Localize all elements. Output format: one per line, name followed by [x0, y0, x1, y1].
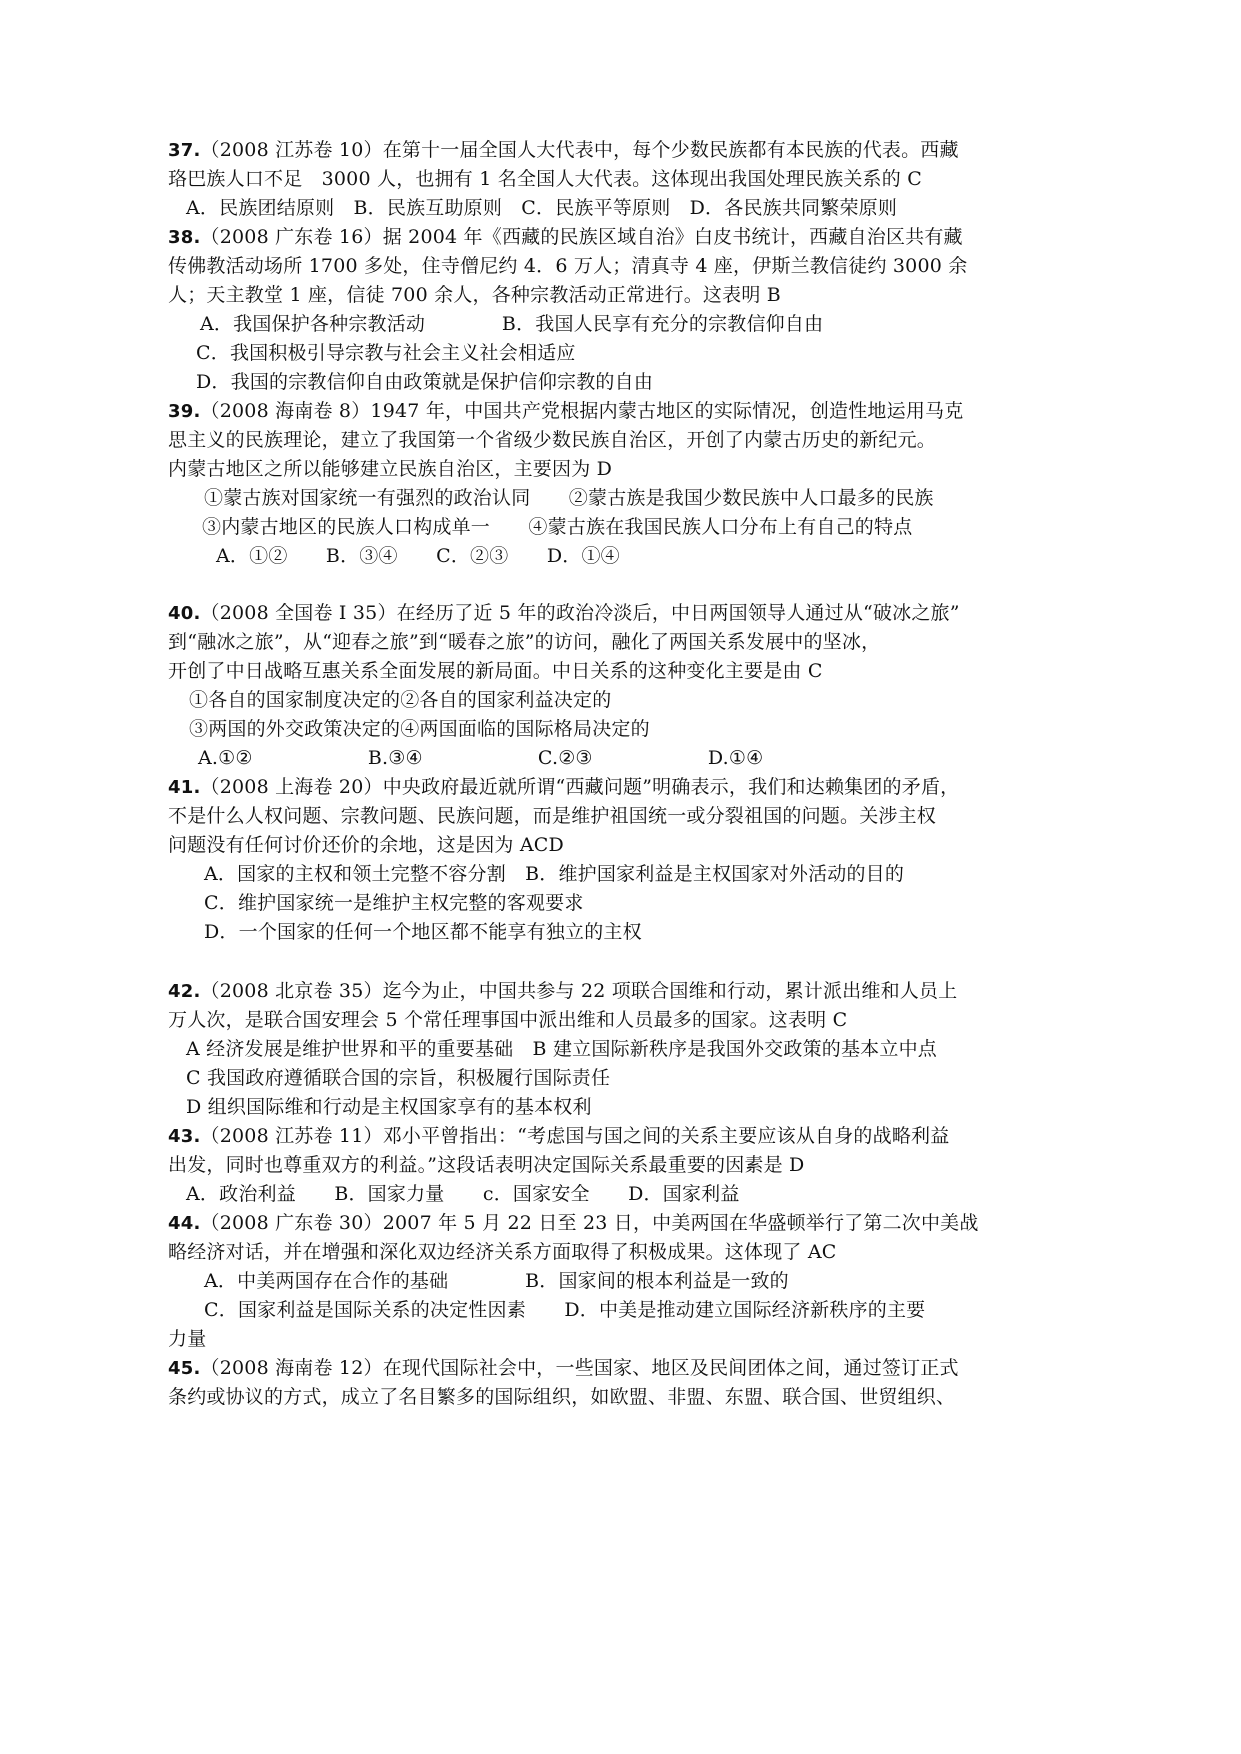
question-39-statements-34: ③内蒙古地区的民族人口构成单一 ④蒙古族在我国民族人口分布上有自己的特点 — [202, 516, 913, 538]
question-39-line-1: 39.（2008 海南卷 8）1947 年，中国共产党根据内蒙古地区的实际情况，创造性地运用马克 — [168, 400, 964, 422]
question-43-options: A．政治利益 B．国家力量 c．国家安全 D．国家利益 — [186, 1183, 740, 1205]
question-42-option-c: C 我国政府遵循联合国的宗旨，积极履行国际责任 — [186, 1067, 611, 1089]
question-41-line-1: 41.（2008 上海卷 20）中央政府最近就所谓“西藏问题”明确表示，我们和达赖集团的矛盾， — [168, 776, 960, 798]
question-41-option-c: C．维护国家统一是维护主权完整的客观要求 — [204, 892, 584, 914]
question-44-option-ab: A．中美两国存在合作的基础 B．国家间的根本利益是一致的 — [204, 1270, 789, 1292]
question-42-option-d: D 组织国际维和行动是主权国家享有的基本权利 — [186, 1096, 592, 1118]
question-37-line-1: 37.（2008 江苏卷 10）在第十一届全国人大代表中，每个少数民族都有本民族的代表。西藏 — [168, 139, 959, 161]
question-42-line-1: 42.（2008 北京卷 35）迄今为止，中国共参与 22 项联合国维和行动，累计派出维和人员上 — [168, 980, 958, 1002]
question-45-number: 45. — [168, 1358, 201, 1379]
question-45-line-1: 45.（2008 海南卷 12）在现代国际社会中，一些国家、地区及民间团体之间，通过签订正式 — [168, 1357, 959, 1379]
question-44-line-2: 略经济对话，并在增强和深化双边经济关系方面取得了积极成果。这体现了 AC — [168, 1241, 837, 1263]
question-38-line-2: 传佛教活动场所 1700 多处，住寺僧尼约 4．6 万人；清真寺 4 座，伊斯兰教信徒约 3000 余 — [168, 255, 968, 277]
question-38-line-3: 人；天主教堂 1 座，信徒 700 余人，各种宗教活动正常进行。这表明 B — [168, 284, 781, 306]
question-41-line-2: 不是什么人权问题、宗教问题、民族问题，而是维护祖国统一或分裂祖国的问题。关涉主权 — [168, 805, 937, 827]
question-42-line-2: 万人次，是联合国安理会 5 个常任理事国中派出维和人员最多的国家。这表明 C — [168, 1009, 848, 1031]
question-42-option-ab: A 经济发展是维护世界和平的重要基础 B 建立国际新秩序是我国外交政策的基本立中点 — [186, 1038, 937, 1060]
question-41-option-d: D．一个国家的任何一个地区都不能享有独立的主权 — [204, 921, 642, 943]
question-40-statements-12: ①各自的国家制度决定的②各自的国家利益决定的 — [189, 689, 612, 711]
question-39-line-3: 内蒙古地区之所以能够建立民族自治区，主要因为 D — [168, 458, 613, 480]
question-40-number: 40. — [168, 603, 201, 624]
question-38-option-d: D．我国的宗教信仰自由政策就是保护信仰宗教的自由 — [196, 371, 654, 393]
question-40-line-1: 40.（2008 全国卷 I 35）在经历了近 5 年的政治冷淡后，中日两国领导人通过从“破冰之旅” — [168, 602, 960, 624]
question-39-statements-12: ①蒙古族对国家统一有强烈的政治认同 ②蒙古族是我国少数民族中人口最多的民族 — [204, 487, 934, 509]
question-42-number: 42. — [168, 981, 201, 1002]
question-38-number: 38. — [168, 227, 201, 248]
question-37-number: 37. — [168, 140, 201, 161]
question-45-line-2: 条约或协议的方式，成立了名目繁多的国际组织，如欧盟、非盟、东盟、联合国、世贸组织、 — [168, 1386, 956, 1408]
question-44-option-cd: C．国家利益是国际关系的决定性因素 D．中美是推动建立国际经济新秩序的主要 — [204, 1299, 926, 1321]
question-44-line-1: 44.（2008 广东卷 30）2007 年 5 月 22 日至 23 日，中美两国在华盛顿举行了第二次中美战 — [168, 1212, 979, 1234]
question-44-continuation: 力量 — [168, 1328, 207, 1350]
question-38-option-c: C．我国积极引导宗教与社会主义社会相适应 — [196, 342, 576, 364]
question-39-line-2: 思主义的民族理论，建立了我国第一个省级少数民族自治区，开创了内蒙古历史的新纪元。 — [168, 429, 937, 451]
question-40-line-3: 开创了中日战略互惠关系全面发展的新局面。中日关系的这种变化主要是由 C — [168, 660, 823, 682]
question-38-line-1: 38.（2008 广东卷 16）据 2004 年《西藏的民族区域自治》白皮书统计，西藏自治区共有藏 — [168, 226, 963, 248]
question-39-number: 39. — [168, 401, 201, 422]
question-40-options: A.①② B.③④ C.②③ D.①④ — [198, 747, 764, 769]
question-43-line-1: 43.（2008 江苏卷 11）邓小平曾指出：“考虑国与国之间的关系主要应该从自身的战略利益 — [168, 1125, 950, 1147]
question-39-options: A．①② B．③④ C．②③ D．①④ — [216, 545, 620, 567]
question-40-line-2: 到“融冰之旅”，从“迎春之旅”到“暖春之旅”的访问，融化了两国关系发展中的坚冰， — [168, 631, 881, 653]
question-37-line-2: 珞巴族人口不足 3000 人，也拥有 1 名全国人大代表。这体现出我国处理民族关系的 C — [168, 168, 922, 190]
question-41-number: 41. — [168, 777, 201, 798]
question-43-line-2: 出发，同时也尊重双方的利益。”这段话表明决定国际关系最重要的因素是 D — [168, 1154, 805, 1176]
question-40-statements-34: ③两国的外交政策决定的④两国面临的国际格局决定的 — [189, 718, 650, 740]
question-37-options: A．民族团结原则 B．民族互助原则 C．民族平等原则 D．各民族共同繁荣原则 — [186, 197, 898, 219]
question-41-line-3: 问题没有任何讨价还价的余地，这是因为 ACD — [168, 834, 564, 856]
question-38-option-ab: A．我国保护各种宗教活动 B．我国人民享有充分的宗教信仰自由 — [200, 313, 824, 335]
question-41-option-ab: A．国家的主权和领土完整不容分割 B．维护国家利益是主权国家对外活动的目的 — [204, 863, 905, 885]
question-44-number: 44. — [168, 1213, 201, 1234]
question-43-number: 43. — [168, 1126, 201, 1147]
